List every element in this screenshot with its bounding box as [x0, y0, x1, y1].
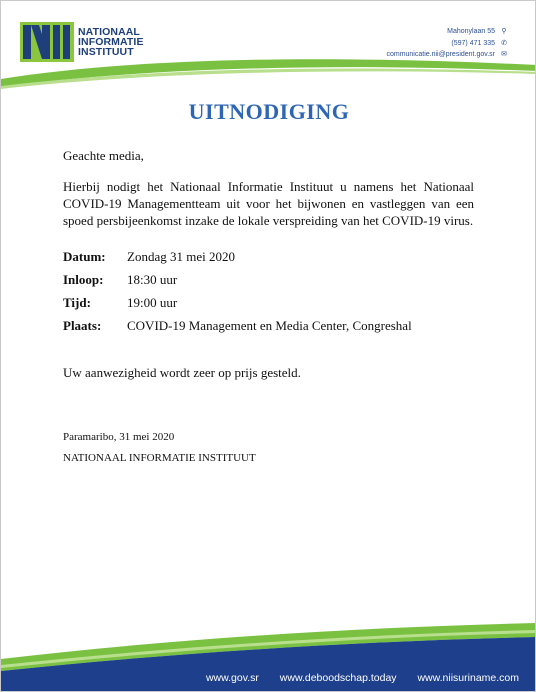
- detail-label: Datum:: [63, 249, 106, 264]
- location-pin-icon: ⚲: [501, 28, 507, 35]
- document-title: UITNODIGING: [188, 99, 350, 124]
- contact-phone: (597) 471 335: [451, 39, 495, 47]
- place-and-date: Paramaribo, 31 mei 2020: [63, 431, 175, 443]
- detail-row-time: [63, 294, 412, 317]
- footer-link-nii[interactable]: www.niisuriname.com: [417, 672, 519, 684]
- detail-value: 18:30 uur: [127, 272, 178, 287]
- footer-links: [188, 672, 519, 684]
- greeting: Geachte media,: [63, 148, 144, 163]
- contact-email[interactable]: communicatie.nii@president.gov.sr: [386, 51, 495, 58]
- signature-organization: NATIONAAL INFORMATIE INSTITUUT: [63, 452, 256, 464]
- logo-line-1: NATIONAAL: [78, 26, 140, 38]
- logo-line-2: INFORMATIE: [78, 36, 144, 48]
- detail-label: Tijd:: [63, 295, 91, 310]
- event-details: [63, 248, 412, 340]
- email-icon: ✉: [501, 51, 507, 58]
- detail-label: Inloop:: [63, 272, 104, 287]
- phone-icon: ✆: [501, 39, 507, 47]
- intro-paragraph: Hierbij nodigt het Nationaal Informatie Instituut u namens het Nationaal COVID-19 Managementteam uit voor het bijwonen en vastleggen van een spoed persbijeenkomst inzake de lokale verspreiding van het COVID-19 virus.: [63, 179, 474, 228]
- detail-row-date: [63, 248, 412, 271]
- contact-address: Mahonylaan 55: [447, 28, 495, 35]
- detail-value: 19:00 uur: [127, 295, 178, 310]
- footer-link-gov[interactable]: www.gov.sr: [205, 672, 259, 684]
- detail-value: Zondag 31 mei 2020: [127, 249, 235, 264]
- detail-row-walk-in: [63, 271, 412, 294]
- detail-row-location: [63, 317, 412, 340]
- detail-value: COVID-19 Management en Media Center, Congreshal: [127, 318, 412, 333]
- header-swoosh: [1, 53, 536, 89]
- closing-sentence: Uw aanwezigheid wordt zeer op prijs gesteld.: [63, 365, 301, 380]
- detail-label: Plaats:: [63, 318, 102, 333]
- footer-link-deboodschap[interactable]: www.deboodschap.today: [279, 672, 397, 684]
- logo-line-3: INSTITUUT: [78, 46, 134, 58]
